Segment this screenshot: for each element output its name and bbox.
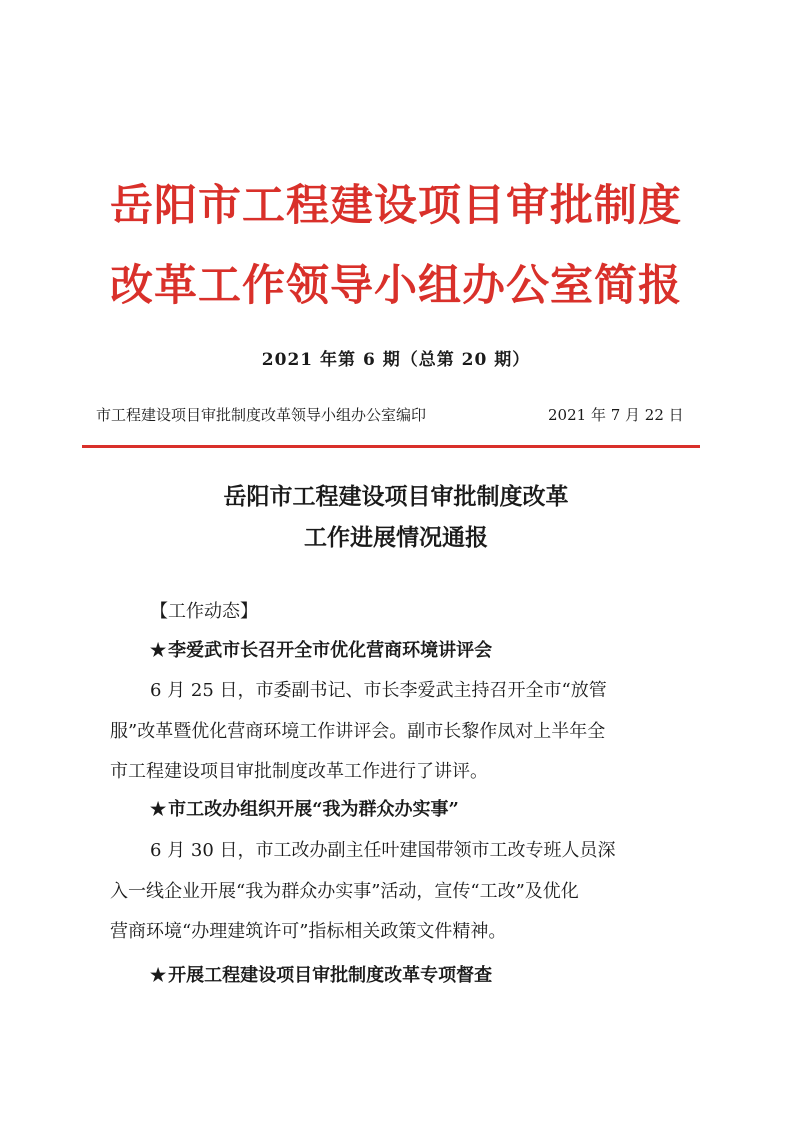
paragraph-line: 入一线企业开展“我为群众办实事”活动，宣传“工改”及优化 (110, 881, 579, 902)
news-heading-text: 开展工程建设项目审批制度改革专项督查 (168, 965, 493, 986)
news-heading-text: 市工改办组织开展“我为群众办实事” (168, 799, 459, 820)
paragraph-line: 服”改革暨优化营商环境工作讲评会。副市长黎作凤对上半年全 (110, 721, 606, 742)
red-divider-line (82, 445, 700, 448)
issuer-text: 市工程建设项目审批制度改革领导小组办公室编印 (96, 406, 427, 424)
paragraph-line: 6 月 30 日，市工改办副主任叶建国带领市工改专班人员深 (150, 840, 616, 861)
star-icon: ★ (150, 965, 167, 986)
star-icon: ★ (150, 640, 167, 661)
news-heading-text: 李爱武市长召开全市优化营商环境讲评会 (168, 640, 493, 661)
section-label: 【工作动态】 (150, 601, 258, 622)
issue-date: 2021 年 7 月 22 日 (548, 406, 684, 424)
paragraph-line: 6 月 25 日，市委副书记、市长李爱武主持召开全市“放管 (150, 680, 607, 701)
issue-number: 2021 年第 6 期（总第 20 期） (261, 350, 531, 370)
masthead-title-line-2: 改革工作领导小组办公室简报 (110, 261, 682, 311)
document-title-line-1: 岳阳市工程建设项目审批制度改革 (223, 483, 569, 510)
star-icon: ★ (150, 799, 167, 820)
news-heading (150, 636, 492, 662)
news-heading (150, 795, 459, 821)
paragraph-line: 营商环境“办理建筑许可”指标相关政策文件精神。 (110, 921, 507, 942)
document-title-line-2: 工作进展情况通报 (304, 524, 488, 551)
paragraph-line: 市工程建设项目审批制度改革工作进行了讲评。 (110, 761, 488, 782)
news-heading (150, 961, 492, 987)
masthead-title-line-1: 岳阳市工程建设项目审批制度 (110, 181, 682, 231)
